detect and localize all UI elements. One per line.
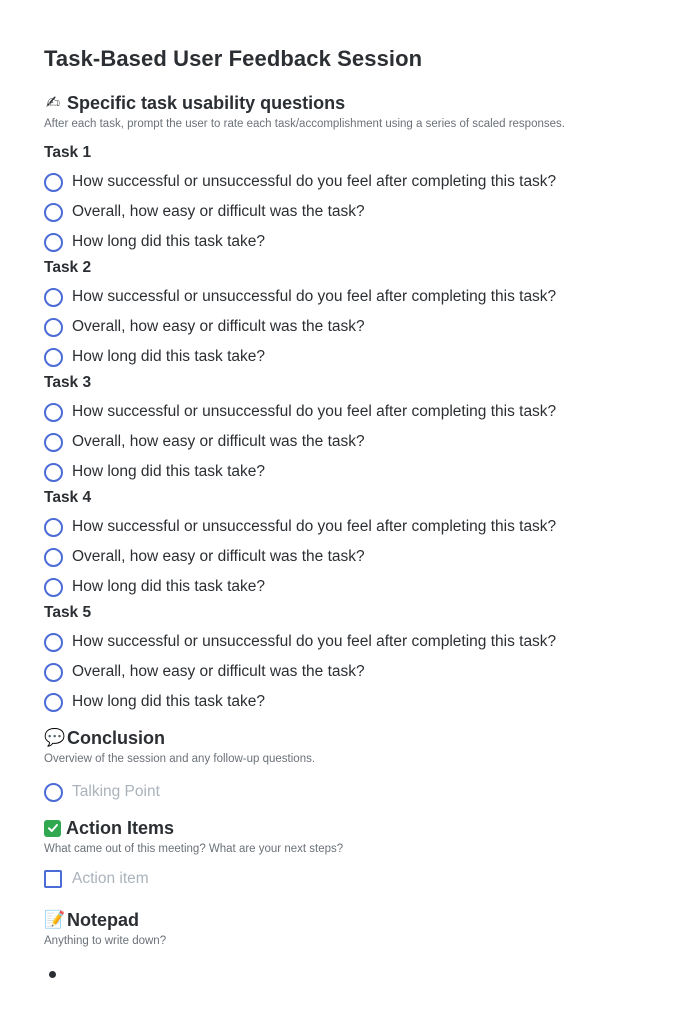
section-heading-usability xyxy=(44,91,345,115)
section-heading-action-items xyxy=(44,816,174,840)
task-question-row[interactable] xyxy=(44,431,365,453)
task-question-text: Overall, how easy or difficult was the task? xyxy=(72,548,365,565)
radio-circle-icon[interactable] xyxy=(44,203,63,222)
action-item-placeholder[interactable]: Action item xyxy=(72,870,149,887)
task-question-row[interactable] xyxy=(44,316,365,338)
section-heading-text: Conclusion xyxy=(67,727,165,748)
task-question-text: How long did this task take? xyxy=(72,233,265,250)
task-question-text: How successful or unsuccessful do you feel after completing this task? xyxy=(72,288,557,305)
task-question-row[interactable] xyxy=(44,286,556,308)
task-question-text: How long did this task take? xyxy=(72,693,265,710)
radio-circle-icon[interactable] xyxy=(44,663,63,682)
check-mark-icon xyxy=(44,820,61,837)
task-question-text: How successful or unsuccessful do you feel after completing this task? xyxy=(72,633,557,650)
task-label: Task 3 xyxy=(44,374,92,391)
notepad-bullet[interactable] xyxy=(49,971,56,978)
task-question-row[interactable] xyxy=(44,661,365,683)
task-question-row[interactable] xyxy=(44,401,556,423)
task-label: Task 1 xyxy=(44,144,92,161)
task-question-row[interactable] xyxy=(44,346,265,368)
radio-circle-icon[interactable] xyxy=(44,463,63,482)
task-question-text: Overall, how easy or difficult was the task? xyxy=(72,433,365,450)
task-question-row[interactable] xyxy=(44,631,556,653)
radio-circle-icon[interactable] xyxy=(44,693,63,712)
task-label: Task 4 xyxy=(44,489,92,506)
task-question-text: How long did this task take? xyxy=(72,463,265,480)
radio-circle-icon[interactable] xyxy=(44,548,63,567)
radio-circle-icon[interactable] xyxy=(44,173,63,192)
section-description-conclusion: Overview of the session and any follow-up questions. xyxy=(44,753,316,765)
task-question-row[interactable] xyxy=(44,171,556,193)
task-question-row[interactable] xyxy=(44,231,265,253)
speech-bubble-icon: 💬 xyxy=(44,728,66,747)
talking-point-placeholder[interactable]: Talking Point xyxy=(72,783,160,800)
task-label: Task 5 xyxy=(44,604,92,621)
section-description-notepad: Anything to write down? xyxy=(44,935,167,947)
section-heading-text: Action Items xyxy=(66,817,175,838)
radio-circle-icon[interactable] xyxy=(44,783,63,802)
page-title: Task-Based User Feedback Session xyxy=(44,46,423,71)
task-question-row[interactable] xyxy=(44,201,365,223)
action-item-row[interactable] xyxy=(44,868,149,890)
section-description-usability: After each task, prompt the user to rate each task/accomplishment using a series of scaled responses. xyxy=(44,118,565,130)
task-question-row[interactable] xyxy=(44,461,265,483)
section-heading-text: Notepad xyxy=(67,909,139,930)
radio-circle-icon[interactable] xyxy=(44,288,63,307)
radio-circle-icon[interactable] xyxy=(44,433,63,452)
radio-circle-icon[interactable] xyxy=(44,578,63,597)
task-question-row[interactable] xyxy=(44,576,265,598)
talking-point-row[interactable] xyxy=(44,781,160,803)
task-question-text: How long did this task take? xyxy=(72,348,265,365)
radio-circle-icon[interactable] xyxy=(44,318,63,337)
section-description-action-items: What came out of this meeting? What are your next steps? xyxy=(44,843,344,855)
radio-circle-icon[interactable] xyxy=(44,403,63,422)
task-question-text: Overall, how easy or difficult was the task? xyxy=(72,203,365,220)
task-question-text: How successful or unsuccessful do you feel after completing this task? xyxy=(72,173,557,190)
radio-circle-icon[interactable] xyxy=(44,633,63,652)
task-question-text: How long did this task take? xyxy=(72,578,265,595)
task-question-text: Overall, how easy or difficult was the task? xyxy=(72,663,365,680)
writing-hand-icon: ✍ xyxy=(45,93,61,112)
checkbox-icon[interactable] xyxy=(44,870,62,888)
radio-circle-icon[interactable] xyxy=(44,518,63,537)
task-label: Task 2 xyxy=(44,259,92,276)
task-question-row[interactable] xyxy=(44,546,365,568)
task-question-row[interactable] xyxy=(44,516,556,538)
task-question-text: How successful or unsuccessful do you feel after completing this task? xyxy=(72,518,557,535)
task-question-text: Overall, how easy or difficult was the task? xyxy=(72,318,365,335)
task-question-row[interactable] xyxy=(44,691,265,713)
radio-circle-icon[interactable] xyxy=(44,233,63,252)
section-heading-conclusion xyxy=(44,726,165,750)
section-heading-text: Specific task usability questions xyxy=(67,92,346,113)
radio-circle-icon[interactable] xyxy=(44,348,63,367)
task-question-text: How successful or unsuccessful do you feel after completing this task? xyxy=(72,403,557,420)
memo-icon: 📝 xyxy=(44,910,66,929)
section-heading-notepad xyxy=(44,908,139,932)
